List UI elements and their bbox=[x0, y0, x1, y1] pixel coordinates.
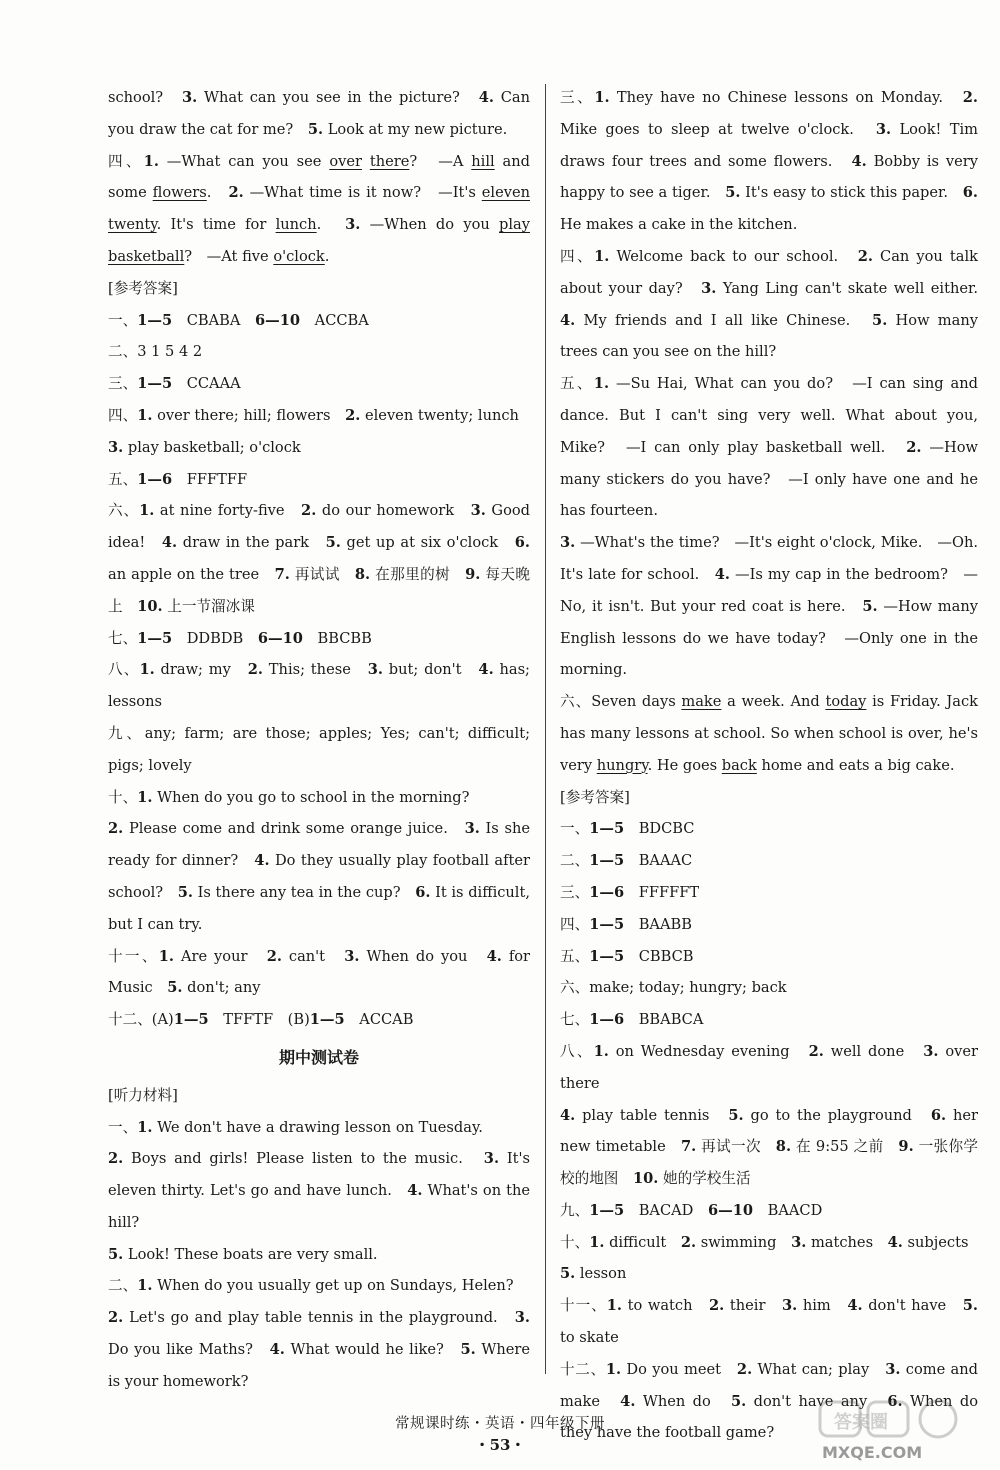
listening-lines bbox=[108, 1112, 530, 1398]
text-line: 十一、1. to watch 2. their 3. him 4. don't have 5. to skate bbox=[560, 1297, 978, 1347]
text-line: 十二、1. Do you meet 2. What can; play 3. come and make 4. When do 5. don't have any 6. When do they have the football game? bbox=[560, 1360, 978, 1442]
text-line: school? 3. What can you see in the picture? 4. Can you draw the cat for me? 5. Look at my new picture. bbox=[108, 89, 530, 138]
listening-tag: [听力材料] bbox=[108, 1086, 178, 1104]
text-line: 七、1—6 BBABCA bbox=[560, 1011, 704, 1029]
text-line: 2. Boys and girls! Please listen to the music. 3. It's eleven thirty. Let's go and have lunch. 4. What's on the hill? bbox=[108, 1150, 530, 1231]
text-line: 四、1—5 BAABB bbox=[560, 915, 692, 933]
text-line: 5. lesson bbox=[560, 1265, 627, 1283]
text-line: 四、1. over there; hill; flowers 2. eleven twenty; lunch bbox=[108, 406, 519, 424]
text-line: 十、1. difficult 2. swimming 3. matches 4. subjects bbox=[560, 1233, 969, 1251]
text-line: 十二、(A)1—5 TFFTF (B)1—5 ACCAB bbox=[108, 1011, 414, 1029]
left-top-lines bbox=[108, 82, 530, 273]
text-line: 九、1—5 BACAD 6—10 BAACD bbox=[560, 1201, 823, 1219]
watermark-text: 答案圈 bbox=[834, 1412, 888, 1433]
left-answer-tag: [参考答案] bbox=[108, 279, 178, 297]
text-line: 四、1. —What can you see over there? —A hill and some flowers. 2. —What time is it now? —It's eleven twenty. It's time for lunch. 3. —When do you play basketball? —At five o'clock. bbox=[108, 152, 530, 265]
column-divider bbox=[545, 84, 546, 1374]
text-line: 一、1—5 CBABA 6—10 ACCBA bbox=[108, 311, 369, 329]
text-line: 二、1—5 BAAAC bbox=[560, 852, 693, 870]
text-line: 一、1—5 BDCBC bbox=[560, 820, 695, 838]
text-line: 六、Seven days make a week. And today is Friday. Jack has many lessons at school. So when school is over, he's very hungry. He goes back home and eats a big cake. bbox=[560, 693, 978, 774]
text-line: 四、1. Welcome back to our school. 2. Can you talk about your day? 3. Yang Ling can't skate well either. 4. My friends and I all like Chinese. 5. How many trees can you see on the hill? bbox=[560, 247, 993, 361]
text-line: 3. play basketball; o'clock bbox=[108, 438, 301, 456]
text-line: 三、1—6 FFFFFT bbox=[560, 883, 700, 901]
section-title: 期中测试卷 bbox=[278, 1047, 359, 1067]
page-number: ・53・ bbox=[474, 1436, 526, 1454]
text-line: 3. —What's the time? —It's eight o'clock, Mike. —Oh. It's late for school. 4. —Is my cap in the bedroom? —No, it isn't. But your red coat is here. 5. —How many English lessons do we have today? —Only one in the morning. bbox=[560, 534, 978, 679]
text-line: 五、1. —Su Hai, What can you do? —I can sing and dance. But I can't sing very well. What about you, Mike? —I can only play basketball well. 2. —How many stickers do you have? —I only have one and he has fourteen. bbox=[560, 375, 978, 520]
left-answers bbox=[108, 305, 530, 1036]
text-line: 十一、1. Are your 2. can't 3. When do you 4. for Music 5. don't; any bbox=[108, 947, 530, 997]
footer-title: 常规课时练・英语・四年级下册 bbox=[395, 1416, 605, 1432]
right-column bbox=[560, 82, 993, 1449]
text-line: 五、1—5 CBBCB bbox=[560, 947, 694, 965]
text-line: 三、1. They have no Chinese lessons on Monday. 2. Mike goes to sleep at twelve o'clock. 3. Look! Tim draws four trees and some flowers. 4. Bobby is very happy to see a tiger. 5. It's easy to stick this paper. 6. He makes a cake in the kitchen. bbox=[560, 89, 978, 234]
text-line: 2. Please come and drink some orange juice. 3. Is she ready for dinner? 4. Do they usually play football after school? 5. Is there any tea in the cup? 6. It is difficult, but I can try. bbox=[108, 820, 530, 933]
right-answers bbox=[560, 813, 978, 1449]
text-line: 二、3 1 5 4 2 bbox=[108, 343, 203, 361]
text-line: 七、1—5 DDBDB 6—10 BBCBB bbox=[108, 629, 372, 647]
right-answer-tag: [参考答案] bbox=[560, 788, 630, 806]
text-line: 六、1. at nine forty-five 2. do our homework 3. Good idea! 4. draw in the park 5. get up at six o'clock 6. an apple on the tree 7. 再试试 8. 在那里的树 9. 每天晚上 10. 上一节溜冰课 bbox=[108, 502, 531, 615]
text-line: 五、1—6 FFFTFF bbox=[108, 470, 248, 488]
text-line: 二、1. When do you usually get up on Sundays, Helen? bbox=[108, 1277, 514, 1295]
watermark-logo bbox=[816, 1398, 992, 1464]
text-line: 八、1. on Wednesday evening 2. well done 3. over there bbox=[560, 1042, 978, 1092]
text-line: 九、any; farm; are those; apples; Yes; can't; difficult; pigs; lovely bbox=[108, 724, 530, 774]
right-top-lines bbox=[560, 82, 993, 782]
text-line: 八、1. draw; my 2. This; these 3. but; don't 4. has; lessons bbox=[108, 661, 530, 711]
left-column bbox=[108, 82, 530, 1398]
watermark-url: MXQE.COM bbox=[822, 1443, 923, 1462]
text-line: 一、1. We don't have a drawing lesson on Tuesday. bbox=[108, 1118, 483, 1136]
text-line: 4. play table tennis 5. go to the playground 6. her new timetable 7. 再试一次 8. 在 9:55 之前 9. 一张你学校的地图 10. 她的学校生活 bbox=[560, 1106, 979, 1188]
text-line: 5. Look! These boats are very small. bbox=[108, 1245, 378, 1263]
text-line: 六、make; today; hungry; back bbox=[560, 979, 787, 997]
text-line: 2. Let's go and play table tennis in the playground. 3. Do you like Maths? 4. What would he like? 5. Where is your homework? bbox=[108, 1309, 530, 1390]
text-line: 三、1—5 CCAAA bbox=[108, 375, 241, 393]
text-line: 十、1. When do you go to school in the morning? bbox=[108, 788, 470, 806]
